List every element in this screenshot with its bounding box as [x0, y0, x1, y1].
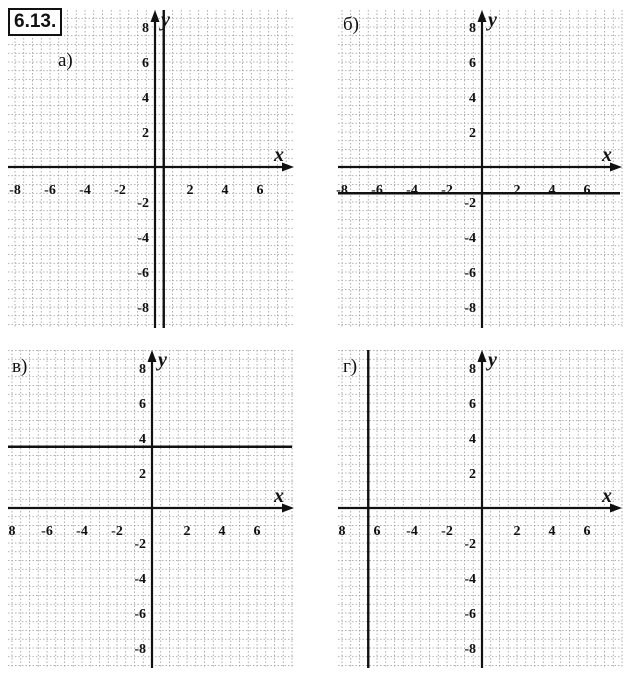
- y-tick-label: -4: [464, 231, 476, 246]
- y-tick-label: 2: [469, 126, 476, 141]
- y-tick-label: 6: [469, 56, 476, 71]
- grid: [8, 10, 294, 328]
- y-tick-label: 8: [139, 362, 146, 377]
- y-axis-label: y: [161, 9, 170, 31]
- x-tick-label: -4: [406, 183, 418, 198]
- y-tick-label: 4: [469, 91, 476, 106]
- x-tick-label: 2: [513, 183, 521, 198]
- panel-label: б): [343, 14, 359, 35]
- y-tick-label: -6: [134, 607, 146, 622]
- y-axis-arrow: [478, 10, 487, 22]
- y-tick-label: -4: [137, 231, 149, 246]
- x-tick-label: -2: [441, 183, 453, 198]
- y-tick-label: -2: [137, 196, 149, 211]
- x-tick-label: 6: [583, 183, 591, 198]
- y-tick-label: 4: [139, 432, 146, 447]
- x-tick-label: 4: [218, 524, 226, 539]
- x-tick-label: 2: [183, 524, 191, 539]
- x-tick-label: 6: [256, 183, 264, 198]
- y-tick-label: 2: [139, 467, 146, 482]
- y-tick-label: -6: [464, 266, 476, 281]
- y-axis-arrow: [478, 350, 487, 362]
- x-axis-label: x: [602, 485, 612, 507]
- y-tick-label: 6: [139, 397, 146, 412]
- x-tick-label: 4: [548, 524, 556, 539]
- x-tick-label: 6: [253, 524, 261, 539]
- x-axis-label: x: [274, 485, 284, 507]
- x-tick-label: 8: [8, 524, 16, 539]
- y-tick-label: -8: [464, 301, 476, 316]
- x-tick-label: 6: [373, 524, 381, 539]
- y-tick-label: -2: [464, 537, 476, 552]
- x-tick-label: -2: [111, 524, 123, 539]
- panel-label: г): [343, 356, 358, 377]
- x-tick-label: -4: [79, 183, 91, 198]
- y-tick-label: 4: [142, 91, 149, 106]
- x-tick-label: -6: [41, 524, 53, 539]
- x-axis-label: x: [274, 144, 284, 166]
- y-tick-label: -8: [137, 301, 149, 316]
- x-tick-label: -6: [371, 183, 383, 198]
- panel-label: в): [12, 356, 28, 377]
- y-tick-label: 8: [469, 21, 476, 36]
- y-tick-label: -8: [134, 642, 146, 657]
- x-tick-label: -4: [76, 524, 88, 539]
- x-tick-label: -2: [441, 524, 453, 539]
- y-tick-label: -2: [134, 537, 146, 552]
- y-tick-label: -4: [464, 572, 476, 587]
- y-tick-label: -6: [137, 266, 149, 281]
- x-tick-label: 4: [548, 183, 556, 198]
- y-axis-arrow: [151, 10, 160, 22]
- x-tick-label: -6: [44, 183, 56, 198]
- y-tick-label: 6: [142, 56, 149, 71]
- x-tick-label: 2: [186, 183, 194, 198]
- x-axis-label: x: [602, 144, 612, 166]
- problem-number: 6.13.: [8, 8, 62, 36]
- y-tick-label: 2: [142, 126, 149, 141]
- y-tick-label: -6: [464, 607, 476, 622]
- x-tick-label: 8: [338, 524, 346, 539]
- x-tick-label: 6: [583, 524, 591, 539]
- y-tick-label: 8: [469, 362, 476, 377]
- y-axis-arrow: [148, 350, 157, 362]
- y-tick-label: 4: [469, 432, 476, 447]
- y-tick-label: 8: [142, 21, 149, 36]
- y-tick-label: -2: [464, 196, 476, 211]
- x-tick-label: -8: [9, 183, 21, 198]
- y-tick-label: 6: [469, 397, 476, 412]
- y-axis-label: y: [488, 349, 497, 371]
- grid: [338, 10, 622, 328]
- panel-label: а): [58, 50, 73, 71]
- y-tick-label: -4: [134, 572, 146, 587]
- x-tick-label: 4: [221, 183, 229, 198]
- y-tick-label: -8: [464, 642, 476, 657]
- x-tick-label: 2: [513, 524, 521, 539]
- x-tick-label: -4: [406, 524, 418, 539]
- x-tick-label: -8: [336, 183, 348, 198]
- y-axis-label: y: [488, 9, 497, 31]
- y-axis-label: y: [158, 349, 167, 371]
- x-tick-label: -2: [114, 183, 126, 198]
- y-tick-label: 2: [469, 467, 476, 482]
